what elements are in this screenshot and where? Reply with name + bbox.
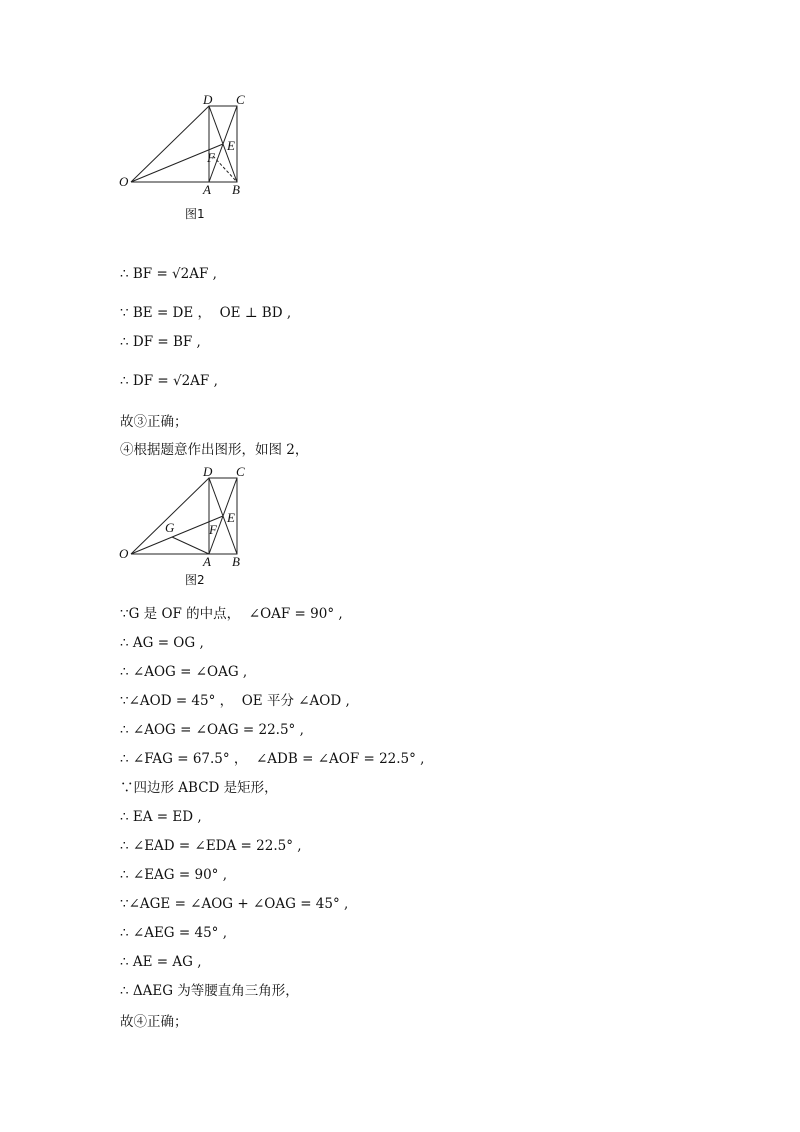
figure-1-diagram — [115, 90, 265, 230]
proof-line-11: ∴ ∠AOG = ∠OAG = 22.5° , — [120, 722, 304, 738]
label-a: A — [203, 554, 211, 569]
proof-line-4: ∴ DF = √2AF , — [120, 373, 218, 389]
label-c: C — [236, 92, 245, 107]
label-f: F — [209, 522, 217, 537]
figure-1 — [115, 90, 265, 230]
proof-line-3: ∴ DF = BF , — [120, 334, 201, 350]
label-g: G — [165, 520, 175, 535]
label-o: O — [119, 174, 129, 189]
label-e: E — [227, 138, 235, 153]
line-fb-dashed — [213, 156, 237, 182]
proof-line-10: ∵∠AOD = 45° ， OE 平分 ∠AOD , — [120, 693, 350, 709]
figure-2-diagram — [115, 462, 265, 592]
label-a: A — [203, 182, 211, 197]
proof-line-17: ∵∠AGE = ∠AOG + ∠OAG = 45° , — [120, 896, 349, 912]
proof-line-19: ∴ AE = AG , — [120, 954, 202, 970]
line-od — [131, 478, 209, 554]
proof-line-16: ∴ ∠EAG = 90° , — [120, 867, 227, 883]
label-c: C — [236, 464, 245, 479]
proof-line-15: ∴ ∠EAD = ∠EDA = 22.5° , — [120, 838, 302, 854]
line-ga — [172, 537, 209, 554]
proof-line-21: 故④正确； — [120, 1014, 188, 1030]
proof-line-5: 故③正确； — [120, 414, 188, 430]
label-b: B — [232, 554, 240, 569]
proof-line-18: ∴ ∠AEG = 45° , — [120, 925, 227, 941]
figure-2 — [115, 462, 265, 592]
label-d: D — [203, 92, 213, 107]
proof-line-7: ∵G 是 OF 的中点， ∠OAF = 90° , — [120, 606, 343, 622]
proof-line-6: ④根据题意作出图形，如图 2， — [120, 442, 309, 458]
line-od — [131, 106, 209, 182]
figure-1-caption: 图1 — [185, 207, 205, 221]
proof-line-20: ∴ ΔAEG 为等腰直角三角形， — [120, 983, 299, 999]
label-e: E — [227, 510, 235, 525]
label-b: B — [232, 182, 240, 197]
proof-line-12: ∴ ∠FAG = 67.5° ， ∠ADB = ∠AOF = 22.5° , — [120, 751, 425, 767]
proof-line-14: ∴ EA = ED , — [120, 809, 202, 825]
proof-line-1: ∴ BF = √2AF , — [120, 266, 217, 282]
label-d: D — [203, 464, 213, 479]
proof-line-9: ∴ ∠AOG = ∠OAG , — [120, 664, 248, 680]
proof-line-2: ∵ BE = DE ， OE ⊥ BD , — [120, 305, 292, 321]
proof-line-8: ∴ AG = OG , — [120, 635, 204, 651]
proof-line-13: ∵四边形 ABCD 是矩形， — [120, 780, 278, 796]
label-o: O — [119, 546, 129, 561]
figure-2-caption: 图2 — [185, 573, 205, 587]
label-f: F — [207, 150, 215, 165]
